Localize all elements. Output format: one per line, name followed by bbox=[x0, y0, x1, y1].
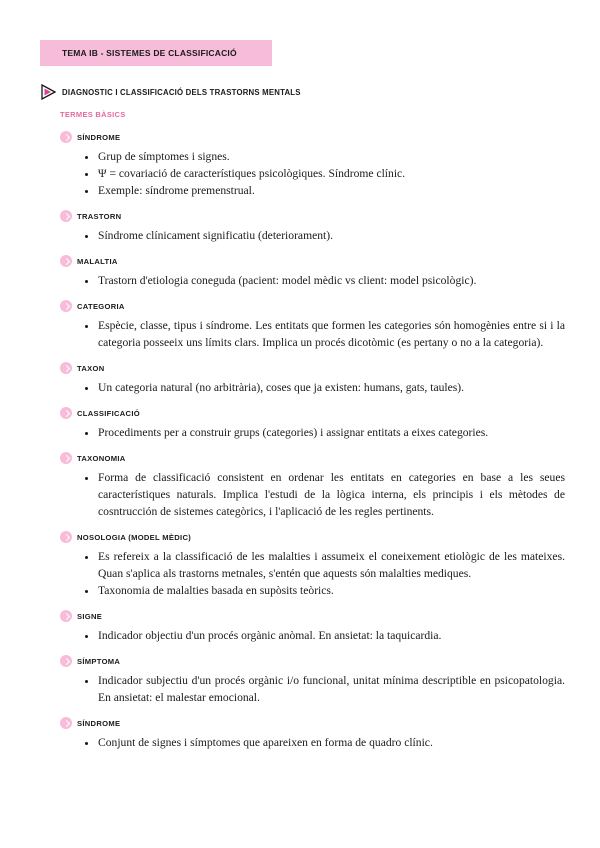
terms-list bbox=[60, 128, 565, 759]
term-bullets bbox=[60, 317, 565, 351]
bullet-item: • Indicador subjectiu d'un procés orgànic i/o funcional, unitat mínima descriptible en psicopatologia. En ansietat: el malestar emocional. bbox=[98, 672, 565, 706]
bullet-item: • Conjunt de signes i símptomes que apareixen en forma de quadro clínic. bbox=[98, 734, 565, 751]
bullet-item: • Taxonomia de malalties basada en supòsits teòrics. bbox=[98, 582, 565, 599]
term-bullets bbox=[60, 424, 565, 441]
arrow-circle-icon bbox=[60, 255, 72, 267]
term-entry bbox=[60, 607, 565, 644]
term-heading bbox=[60, 449, 565, 467]
title-banner bbox=[40, 40, 272, 66]
play-triangle-icon bbox=[40, 84, 56, 100]
arrow-circle-icon bbox=[60, 452, 72, 464]
arrow-circle-icon bbox=[60, 610, 72, 622]
term-bullets bbox=[60, 672, 565, 706]
term-heading bbox=[60, 207, 565, 225]
bullet-item: • Es refereix a la classificació de les malalties i assumeix el coneixement etiològic de les mateixes. Quan s'aplica als trastorns metnales, s'entén que aquests són malalties mediques. bbox=[98, 548, 565, 582]
term-name: SÍNDROME bbox=[77, 718, 121, 728]
term-entry bbox=[60, 359, 565, 396]
term-name: NOSOLOGIA (MODEL MÈDIC) bbox=[77, 532, 192, 542]
term-heading bbox=[60, 359, 565, 377]
term-heading bbox=[60, 128, 565, 146]
term-heading bbox=[60, 528, 565, 546]
arrow-circle-icon bbox=[60, 300, 72, 312]
term-entry bbox=[60, 297, 565, 351]
term-entry bbox=[60, 252, 565, 289]
term-name: CLASSIFICACIÓ bbox=[77, 408, 140, 418]
term-entry bbox=[60, 449, 565, 520]
arrow-circle-icon bbox=[60, 407, 72, 419]
bullet-item: • Grup de símptomes i signes. bbox=[98, 148, 565, 165]
term-name: TAXONOMIA bbox=[77, 453, 126, 463]
term-heading bbox=[60, 297, 565, 315]
arrow-circle-icon bbox=[60, 717, 72, 729]
term-entry bbox=[60, 404, 565, 441]
bullet-item: • Indicador objectiu d'un procés orgànic anòmal. En ansietat: la taquicardia. bbox=[98, 627, 565, 644]
section-title: DIAGNOSTIC I CLASSIFICACIÓ DELS TRASTORNS MENTALS bbox=[62, 87, 301, 97]
term-bullets bbox=[60, 548, 565, 599]
bullet-item: • Trastorn d'etiologia coneguda (pacient: model mèdic vs client: model psicològic). bbox=[98, 272, 565, 289]
term-name: TAXON bbox=[77, 363, 105, 373]
term-entry bbox=[60, 128, 565, 199]
term-name: MALALTIA bbox=[77, 256, 118, 266]
term-heading bbox=[60, 714, 565, 732]
term-entry bbox=[60, 528, 565, 599]
term-entry bbox=[60, 714, 565, 751]
term-entry bbox=[60, 207, 565, 244]
term-bullets bbox=[60, 227, 565, 244]
section-heading bbox=[40, 84, 301, 100]
bullet-item: • Procediments per a construir grups (categories) i assignar entitats a eixes categories. bbox=[98, 424, 565, 441]
bullet-item: • Ψ = covariació de característiques psicològiques. Síndrome clínic. bbox=[98, 165, 565, 182]
term-name: SÍMPTOMA bbox=[77, 656, 121, 666]
term-entry bbox=[60, 652, 565, 706]
term-bullets bbox=[60, 734, 565, 751]
bullet-item: • Exemple: síndrome premenstrual. bbox=[98, 182, 565, 199]
term-heading bbox=[60, 404, 565, 422]
arrow-circle-icon bbox=[60, 210, 72, 222]
term-name: SÍNDROME bbox=[77, 132, 121, 142]
term-name: SIGNE bbox=[77, 611, 103, 621]
banner-title: TEMA IB - SISTEMES DE CLASSIFICACIÓ bbox=[62, 48, 237, 58]
arrow-circle-icon bbox=[60, 131, 72, 143]
term-heading bbox=[60, 607, 565, 625]
subsection-title: TERMES BÀSICS bbox=[60, 110, 126, 119]
bullet-item: • Forma de classificació consistent en ordenar les entitats en categories en base a les seues característiques naturals. Implica l'estudi de la lògica interna, els principis i els mètodes de cosntrucción de sistemes categòrics, i l'aplicació de les regles pertinents. bbox=[98, 469, 565, 520]
term-bullets bbox=[60, 148, 565, 199]
term-bullets bbox=[60, 627, 565, 644]
arrow-circle-icon bbox=[60, 531, 72, 543]
term-heading bbox=[60, 652, 565, 670]
bullet-item: • Un categoria natural (no arbitrària), coses que ja existen: humans, gats, taules). bbox=[98, 379, 565, 396]
term-name: TRASTORN bbox=[77, 211, 122, 221]
term-name: CATEGORIA bbox=[77, 301, 125, 311]
bullet-item: • Espècie, classe, tipus i síndrome. Les entitats que formen les categories són homogènies entre si i la categoria posseeix uns límits clars. Implica un procés dicotòmic (es pertany o no a la categoria). bbox=[98, 317, 565, 351]
term-bullets bbox=[60, 272, 565, 289]
term-bullets bbox=[60, 379, 565, 396]
arrow-circle-icon bbox=[60, 655, 72, 667]
term-heading bbox=[60, 252, 565, 270]
term-bullets bbox=[60, 469, 565, 520]
arrow-circle-icon bbox=[60, 362, 72, 374]
bullet-item: • Síndrome clínicament significatiu (deteriorament). bbox=[98, 227, 565, 244]
